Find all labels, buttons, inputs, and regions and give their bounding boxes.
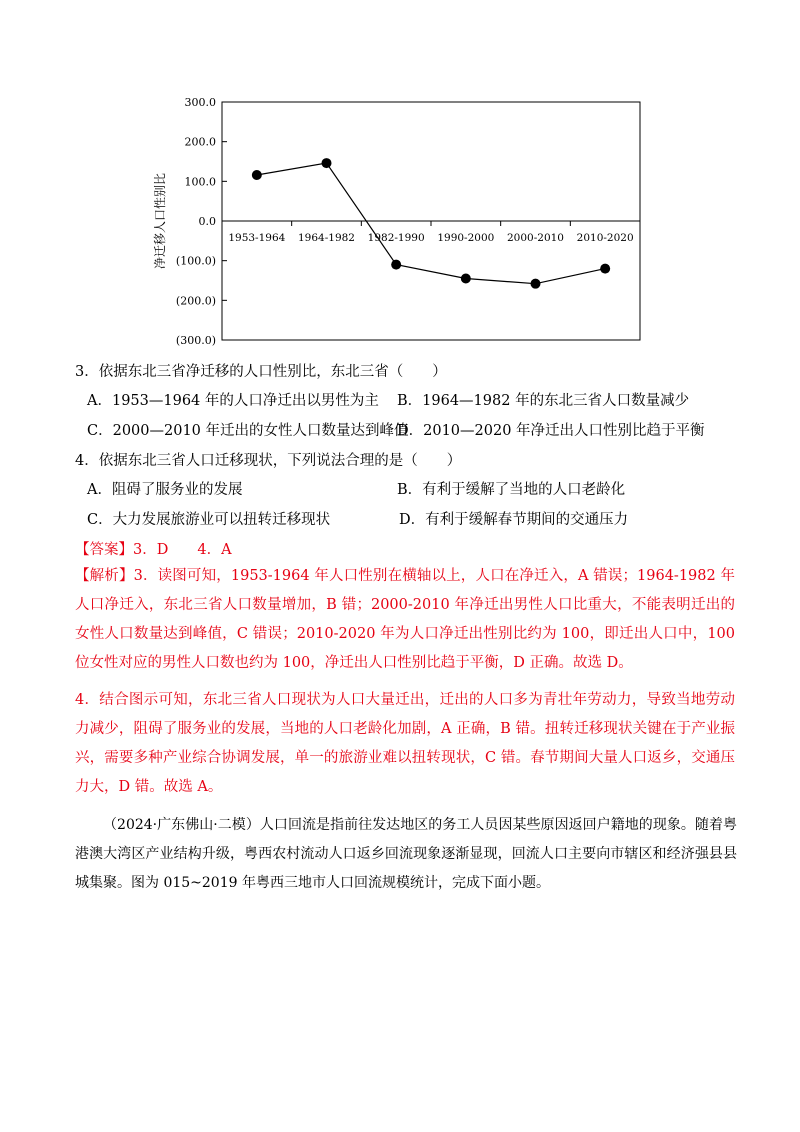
y-tick-label: 200.0 [184,135,216,149]
data-point [322,158,332,168]
data-point [252,170,262,180]
answer-line: 【答案】3．D 4．A [75,542,232,558]
question-4-option-b: B．有利于缓解了当地的人口老龄化 [397,482,626,498]
y-tick-label: (100.0) [175,254,216,268]
x-category-label: 2010-2020 [576,232,634,244]
analysis-4-text: 4．结合图示可知，东北三省人口现状为人口大量迁出，迁出的人口多为青壮年劳动力，导致当地劳动力减少，阻碍了服务业的发展，当地的人口老龄化加剧，A 正确，B 错。扭转迁移现状关键在于产业振兴，需要多种产业综合协调发展，单一的旅游业难以扭转现状，C 错。春节期间大量人口返乡，交通压力大，D 错。故选 A。 [75,692,735,795]
analysis-4 [75,686,735,802]
question-3-option-c: C．2000—2010 年迁出的女性人口数量达到峰值 [87,423,409,439]
question-3-option-d: D．2010—2020 年净迁出人口性别比趋于平衡 [397,423,705,439]
x-category-label: 1990-2000 [437,232,495,244]
x-category-label: 1953-1964 [228,232,286,244]
next-question-intro [75,811,737,898]
question-3-option-b: B．1964—1982 年的东北三省人口数量减少 [397,393,690,409]
question-4-stem: 4．依据东北三省人口迁移现状，下列说法合理的是（ ） [75,453,462,469]
question-4-option-a: A．阻碍了服务业的发展 [87,482,243,498]
question-4-option-c: C．大力发展旅游业可以扭转迁移现状 [87,512,331,528]
question-3-option-a: A．1953—1964 年的人口净迁出以男性为主 [87,393,379,409]
analysis-3-text: 【解析】3．读图可知，1953-1964 年人口性别在横轴以上，人口在净迁入，A 错误；1964-1982 年人口净迁入，东北三省人口数量增加，B 错；2000-2010 年净迁出男性人口比重大，不能表明迁出的女性人口数量达到峰值，C 错误；2010-2020 年为人口净迁出性别比约为 100，即迁出人口中，100 位女性对应的男性人口数也约为 100，净迁出人口性别比趋于平衡，D 正确。故选 D。 [75,568,735,671]
x-category-label: 1964-1982 [298,232,355,244]
x-category-label: 1982-1990 [367,232,425,244]
data-point [391,260,401,270]
question-3-stem: 3．依据东北三省净迁移的人口性别比，东北三省（ ） [75,364,447,380]
y-tick-label: 100.0 [184,175,216,189]
data-point [600,264,610,274]
y-tick-label: 0.0 [198,215,216,228]
y-tick-label: (200.0) [175,294,216,308]
data-point [531,279,541,289]
data-point [461,274,471,284]
y-tick-label: 300.0 [184,96,216,109]
intro-text: （2024·广东佛山·二模）人口回流是指前往发达地区的务工人员因某些原因返回户籍地的现象。随着粤港澳大湾区产业结构升级，粤西农村流动人口返乡回流现象逐渐显现，回流人口主要向市辖区和经济强县县城集聚。图为 015~2019 年粤西三地市人口回流规模统计，完成下面小题。 [75,817,737,891]
analysis-3 [75,562,735,678]
question-4-option-d: D．有利于缓解春节期间的交通压力 [399,512,629,528]
sex-ratio-line-chart [150,92,650,350]
y-axis-label: 净迁移人口性别比 [153,172,167,270]
x-category-label: 2000-2010 [507,232,564,244]
y-tick-label: (300.0) [175,334,216,347]
